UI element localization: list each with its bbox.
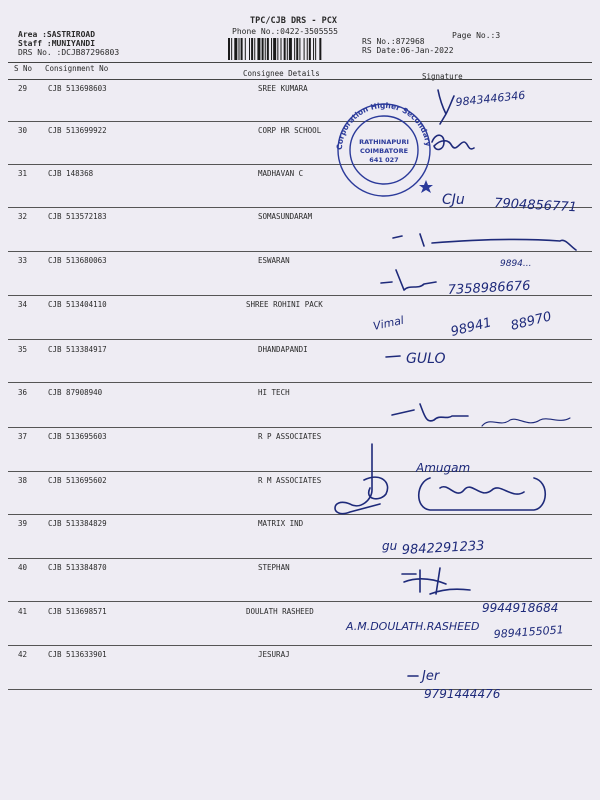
hand-41b: A.M.DOULATH.RASHEED xyxy=(346,620,480,633)
header-rule-top xyxy=(8,62,592,63)
barcode-bar xyxy=(241,38,243,60)
barcode-bar xyxy=(267,38,269,60)
hand-31a: CJu xyxy=(442,192,465,208)
row-s-no: 39 xyxy=(18,519,28,528)
row-separator xyxy=(8,471,592,472)
row-consignee: SREE KUMARA xyxy=(258,84,308,93)
row-consignment: CJB 513695603 xyxy=(48,432,107,441)
hand-37: Amugam xyxy=(416,461,471,475)
barcode-bar xyxy=(251,38,253,60)
row-s-no: 36 xyxy=(18,388,28,397)
barcode-bar xyxy=(309,38,311,60)
barcode-bar xyxy=(245,38,246,60)
col-consignment-no: Consignment No xyxy=(45,64,109,73)
barcode-bar xyxy=(307,38,308,60)
row-consignment: CJB 513384917 xyxy=(48,345,107,354)
col-signature: Signature xyxy=(422,72,463,81)
signature-mark-37 xyxy=(335,444,380,514)
col-s-no: S No xyxy=(14,64,33,73)
phone-number: Phone No.:0422-3505555 xyxy=(232,27,338,36)
rs-date: RS Date:06-Jan-2022 xyxy=(362,46,454,55)
hand-42a: Jer xyxy=(422,669,440,684)
row-separator xyxy=(8,251,592,252)
row-s-no: 31 xyxy=(18,169,28,178)
hand-34c: 88970 xyxy=(509,309,554,334)
row-consignee: MATRIX IND xyxy=(258,519,304,528)
row-consignee: SOMASUNDARAM xyxy=(258,212,313,221)
row-s-no: 42 xyxy=(18,650,28,659)
row-s-no: 38 xyxy=(18,476,28,485)
row-consignment: CJB 148368 xyxy=(48,169,94,178)
row-consignee: DOULATH RASHEED xyxy=(246,607,314,616)
hand-41a: 9944918684 xyxy=(482,601,559,615)
row-s-no: 32 xyxy=(18,212,28,221)
barcode-bar xyxy=(257,38,260,60)
row-s-no: 35 xyxy=(18,345,28,354)
signature-mark-36 xyxy=(392,404,468,421)
hand-34b: 98941 xyxy=(449,315,494,340)
row-consignee: SHREE ROHINI PACK xyxy=(246,300,323,309)
row-s-no: 37 xyxy=(18,432,28,441)
row-separator xyxy=(8,207,592,208)
col-consignee-details: Consignee Details xyxy=(243,69,320,78)
barcode-bar xyxy=(265,38,266,60)
row-separator xyxy=(8,121,592,122)
header-rule-bottom xyxy=(8,79,592,80)
row-s-no: 40 xyxy=(18,563,28,572)
row-separator xyxy=(8,295,592,296)
hand-39a: gu xyxy=(382,539,398,553)
row-s-no: 41 xyxy=(18,607,28,616)
row-s-no: 34 xyxy=(18,300,28,309)
hand-39b: 9842291233 xyxy=(401,538,485,558)
row-consignee: R P ASSOCIATES xyxy=(258,432,322,441)
row-separator xyxy=(8,339,592,340)
barcode-bar xyxy=(228,38,230,60)
barcode-bar xyxy=(239,38,240,60)
signature-mark-33 xyxy=(381,270,436,290)
barcode-bar xyxy=(281,38,282,60)
barcode xyxy=(228,38,360,60)
barcode-bar xyxy=(289,38,292,60)
stamp-line-1: RATHINAPURI xyxy=(359,138,409,146)
barcode-bar xyxy=(313,38,314,60)
row-consignee: ESWARAN xyxy=(258,256,290,265)
row-separator xyxy=(8,689,592,690)
barcode-bar xyxy=(284,38,286,60)
row-consignment: CJB 87908940 xyxy=(48,388,103,397)
row-consignee: JESURAJ xyxy=(258,650,290,659)
row-s-no: 33 xyxy=(18,256,28,265)
barcode-bar xyxy=(304,38,305,60)
rs-number: RS No.:872968 xyxy=(362,37,425,46)
barcode-bar xyxy=(249,38,250,60)
barcode-bar xyxy=(299,38,300,60)
row-consignment: CJB 513404110 xyxy=(48,300,107,309)
row-consignee: CORP HR SCHOOL xyxy=(258,126,322,135)
row-consignee: DHANDAPANDI xyxy=(258,345,308,354)
row-consignee: MADHAVAN C xyxy=(258,169,304,178)
signature-mark-29 xyxy=(438,90,454,124)
barcode-bar xyxy=(287,38,288,60)
barcode-bar xyxy=(273,38,276,60)
document-title: TPC/CJB DRS - PCX xyxy=(250,16,337,26)
hand-42b: 9791444476 xyxy=(424,687,501,701)
row-consignment: CJB 513680063 xyxy=(48,256,107,265)
row-consignment: CJB 513633901 xyxy=(48,650,107,659)
row-consignee: STEPHAN xyxy=(258,563,290,572)
page-number: Page No.:3 xyxy=(452,31,501,40)
row-separator xyxy=(8,164,592,165)
barcode-bar xyxy=(271,38,272,60)
row-consignment: CJB 513384870 xyxy=(48,563,107,572)
school-stamp xyxy=(335,101,433,196)
signature-mark-36b xyxy=(482,418,570,426)
hand-35: GULO xyxy=(406,351,446,367)
hand-33b: 7358986676 xyxy=(447,278,531,298)
hand-33a: 9894... xyxy=(500,259,532,269)
row-consignment: CJB 513572183 xyxy=(48,212,107,221)
barcode-bar xyxy=(262,38,264,60)
row-consignee: R M ASSOCIATES xyxy=(258,476,322,485)
stamp-outer-text: Corporation Higher Secondary xyxy=(334,100,433,151)
signature-mark-38a xyxy=(364,477,388,499)
barcode-bar xyxy=(231,38,232,60)
row-s-no: 30 xyxy=(18,126,28,135)
row-consignment: CJB 513698603 xyxy=(48,84,107,93)
stamp-line-3: 641 027 xyxy=(369,156,399,164)
barcode-bar xyxy=(294,38,295,60)
hand-29: 9843446346 xyxy=(454,88,526,109)
row-separator xyxy=(8,645,592,646)
barcode-bar xyxy=(319,38,321,60)
barcode-bar xyxy=(254,38,255,60)
row-separator xyxy=(8,601,592,602)
row-consignment: CJB 513384829 xyxy=(48,519,107,528)
staff-label: Staff :MUNIYANDI xyxy=(18,39,96,48)
row-separator xyxy=(8,382,592,383)
barcode-bar xyxy=(234,38,237,60)
drs-number: DRS No. :DCJB87296803 xyxy=(18,48,120,57)
hand-34a: Vimal xyxy=(371,313,406,333)
signature-mark-32 xyxy=(393,234,576,250)
barcode-bar xyxy=(296,38,298,60)
row-s-no: 29 xyxy=(18,84,28,93)
row-separator xyxy=(8,558,592,559)
row-separator xyxy=(8,514,592,515)
row-separator xyxy=(8,427,592,428)
signature-mark-38 xyxy=(419,478,546,510)
signature-mark-30 xyxy=(432,135,474,149)
hand-41c: 9894155051 xyxy=(493,623,565,641)
barcode-bar xyxy=(277,38,278,60)
hand-31b: 7904856771 xyxy=(493,196,578,216)
barcode-bar xyxy=(315,38,316,60)
area-label: Area :SASTRIROAD xyxy=(18,30,96,39)
row-consignment: CJB 513699922 xyxy=(48,126,107,135)
signature-mark-40 xyxy=(402,568,470,594)
signature-mark-35 xyxy=(386,356,400,357)
row-consignment: CJB 513695602 xyxy=(48,476,107,485)
row-consignment: CJB 513698571 xyxy=(48,607,107,616)
stamp-line-2: COIMBATORE xyxy=(359,147,409,155)
row-consignee: HI TECH xyxy=(258,388,290,397)
